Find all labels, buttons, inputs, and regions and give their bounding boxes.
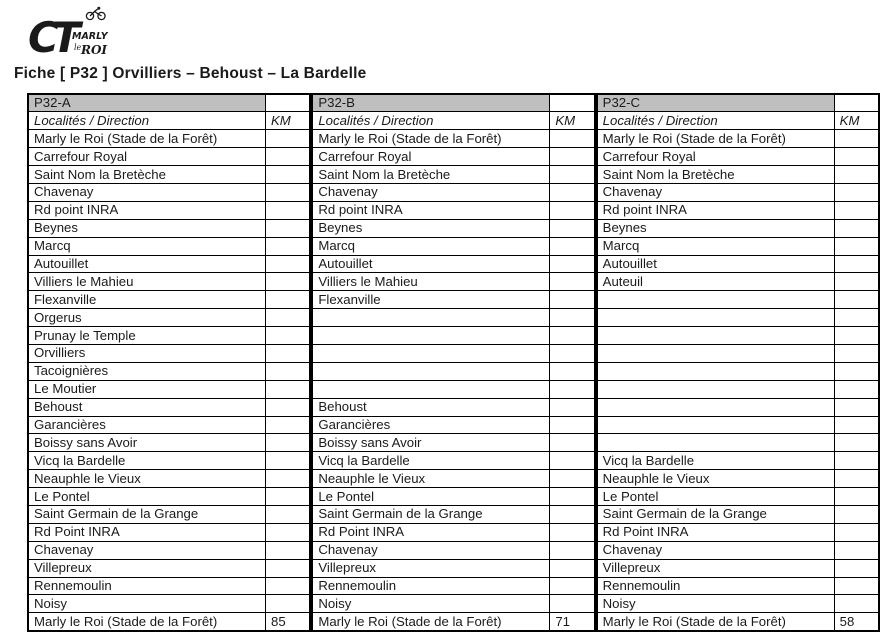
locality-cell — [597, 398, 835, 416]
table-row — [312, 505, 594, 523]
locality-cell: Orvilliers — [28, 344, 266, 362]
table-row — [312, 559, 594, 577]
table-row — [312, 362, 594, 380]
locality-cell: Villepreux — [28, 559, 266, 577]
km-cell — [550, 130, 595, 148]
locality-cell: Saint Nom la Bretèche — [28, 166, 266, 184]
table-body — [28, 130, 310, 631]
km-cell — [266, 559, 311, 577]
locality-cell: Le Moutier — [28, 380, 266, 398]
table-row — [312, 255, 594, 273]
table-row — [28, 523, 310, 541]
km-cell — [834, 559, 879, 577]
locality-cell: Carrefour Royal — [28, 148, 266, 166]
locality-cell: Marly le Roi (Stade de la Forêt) — [312, 613, 550, 631]
km-cell — [266, 416, 311, 434]
table-row — [312, 309, 594, 327]
locality-cell: Noisy — [312, 595, 550, 613]
km-cell — [834, 362, 879, 380]
table-row — [597, 309, 879, 327]
table-row — [28, 613, 310, 631]
table-row — [28, 452, 310, 470]
locality-cell: Autouillet — [312, 255, 550, 273]
table-row — [597, 362, 879, 380]
section-km-blank — [550, 94, 595, 112]
km-cell — [834, 541, 879, 559]
km-cell — [550, 166, 595, 184]
table-row — [597, 434, 879, 452]
km-cell — [266, 237, 311, 255]
table-row — [597, 183, 879, 201]
locality-cell: Chavenay — [597, 541, 835, 559]
locality-cell: Marcq — [312, 237, 550, 255]
table-row — [312, 398, 594, 416]
locality-cell: Chavenay — [28, 541, 266, 559]
page-title: Fiche [ P32 ] Orvilliers – Behoust – La Bardelle — [14, 65, 367, 82]
km-cell — [550, 327, 595, 345]
km-cell — [550, 398, 595, 416]
table-body — [597, 130, 879, 631]
table-row — [28, 398, 310, 416]
km-cell — [266, 255, 311, 273]
locality-cell: Villepreux — [597, 559, 835, 577]
km-cell — [266, 541, 311, 559]
locality-cell: Marly le Roi (Stade de la Forêt) — [28, 613, 266, 631]
table-row — [597, 398, 879, 416]
table-row — [28, 434, 310, 452]
club-logo — [28, 6, 120, 60]
locality-cell — [597, 434, 835, 452]
locality-cell — [597, 380, 835, 398]
locality-cell: Behoust — [28, 398, 266, 416]
km-cell — [834, 488, 879, 506]
locality-cell: Noisy — [597, 595, 835, 613]
km-cell — [550, 577, 595, 595]
locality-cell: Vicq la Bardelle — [597, 452, 835, 470]
table-row — [312, 434, 594, 452]
table-row — [28, 541, 310, 559]
locality-cell — [597, 416, 835, 434]
column-header-row — [597, 112, 879, 130]
locality-cell: Chavenay — [597, 183, 835, 201]
km-cell — [266, 327, 311, 345]
table-row — [597, 523, 879, 541]
locality-cell: Saint Nom la Bretèche — [312, 166, 550, 184]
locality-cell: Rennemoulin — [312, 577, 550, 595]
km-cell — [266, 488, 311, 506]
locality-cell: Rd point INRA — [312, 201, 550, 219]
svg-text:MARLY: MARLY — [72, 31, 108, 42]
table-row — [312, 380, 594, 398]
km-cell — [834, 452, 879, 470]
km-cell — [834, 183, 879, 201]
table-row — [597, 577, 879, 595]
locality-cell — [312, 344, 550, 362]
table-row — [597, 416, 879, 434]
svg-text:ROI: ROI — [81, 43, 108, 57]
km-cell — [834, 219, 879, 237]
locality-cell: Marcq — [597, 237, 835, 255]
table-row — [597, 595, 879, 613]
locality-cell: Vicq la Bardelle — [28, 452, 266, 470]
route-tables — [27, 93, 880, 632]
table-row — [28, 291, 310, 309]
table-body — [312, 130, 594, 631]
locality-cell: Villiers le Mahieu — [28, 273, 266, 291]
locality-cell: Carrefour Royal — [597, 148, 835, 166]
km-cell — [266, 130, 311, 148]
table-row — [28, 380, 310, 398]
section-title: P32-C — [597, 94, 835, 112]
km-cell — [550, 291, 595, 309]
locality-cell: Marly le Roi (Stade de la Forêt) — [597, 130, 835, 148]
locality-cell: Behoust — [312, 398, 550, 416]
locality-cell: Boissy sans Avoir — [28, 434, 266, 452]
km-cell — [266, 273, 311, 291]
section-header-row — [28, 94, 310, 112]
table-row — [597, 166, 879, 184]
locality-cell — [312, 327, 550, 345]
locality-cell: Orgerus — [28, 309, 266, 327]
table-row — [312, 327, 594, 345]
locality-cell: Marly le Roi (Stade de la Forêt) — [597, 613, 835, 631]
locality-cell: Le Pontel — [312, 488, 550, 506]
km-cell — [266, 201, 311, 219]
km-cell — [834, 201, 879, 219]
table-row — [28, 201, 310, 219]
locality-cell: Beynes — [28, 219, 266, 237]
locality-cell: Garancières — [28, 416, 266, 434]
km-cell — [266, 183, 311, 201]
locality-cell: Auteuil — [597, 273, 835, 291]
table-row — [312, 148, 594, 166]
table-row — [597, 130, 879, 148]
locality-cell: Neauphle le Vieux — [312, 470, 550, 488]
km-cell — [834, 595, 879, 613]
section-header-row — [312, 94, 594, 112]
km-cell — [266, 505, 311, 523]
km-cell: 58 — [834, 613, 879, 631]
km-cell — [550, 201, 595, 219]
table-row — [597, 613, 879, 631]
km-cell — [550, 595, 595, 613]
km-cell: 71 — [550, 613, 595, 631]
table-row — [597, 505, 879, 523]
table-row — [312, 541, 594, 559]
km-cell — [834, 577, 879, 595]
locality-cell — [312, 380, 550, 398]
km-cell — [834, 523, 879, 541]
locality-cell: Neauphle le Vieux — [28, 470, 266, 488]
locality-cell: Marly le Roi (Stade de la Forêt) — [28, 130, 266, 148]
km-cell — [834, 166, 879, 184]
km-cell — [266, 362, 311, 380]
km-cell — [266, 434, 311, 452]
locality-cell: Marcq — [28, 237, 266, 255]
table-row — [28, 237, 310, 255]
svg-text:CT: CT — [28, 13, 74, 60]
km-cell — [550, 416, 595, 434]
locality-cell: Rennemoulin — [28, 577, 266, 595]
km-cell — [834, 130, 879, 148]
locality-cell: Flexanville — [28, 291, 266, 309]
km-cell — [834, 291, 879, 309]
table-row — [312, 488, 594, 506]
km-cell — [834, 309, 879, 327]
locality-cell: Rd Point INRA — [597, 523, 835, 541]
table-row — [28, 273, 310, 291]
table-row — [597, 380, 879, 398]
km-cell — [550, 559, 595, 577]
km-header: KM — [266, 112, 311, 130]
locality-cell: Villepreux — [312, 559, 550, 577]
locality-cell: Autouillet — [597, 255, 835, 273]
table-row — [597, 219, 879, 237]
locality-cell: Noisy — [28, 595, 266, 613]
table-row — [28, 577, 310, 595]
section-header-row — [597, 94, 879, 112]
km-cell — [550, 219, 595, 237]
cyclist-icon — [86, 7, 105, 20]
section-km-blank — [834, 94, 879, 112]
table-row — [597, 470, 879, 488]
km-cell — [834, 380, 879, 398]
locality-cell — [597, 309, 835, 327]
km-cell — [834, 237, 879, 255]
km-cell — [550, 505, 595, 523]
km-cell — [266, 344, 311, 362]
km-cell — [266, 595, 311, 613]
table-row — [312, 219, 594, 237]
table-row — [28, 416, 310, 434]
section-title: P32-A — [28, 94, 266, 112]
km-cell — [266, 398, 311, 416]
km-cell — [266, 219, 311, 237]
table-row — [28, 183, 310, 201]
locality-cell: Boissy sans Avoir — [312, 434, 550, 452]
section-km-blank — [266, 94, 311, 112]
table-row — [597, 291, 879, 309]
km-cell — [266, 380, 311, 398]
km-cell — [550, 255, 595, 273]
table-row — [597, 559, 879, 577]
km-cell — [550, 452, 595, 470]
locality-cell — [312, 362, 550, 380]
km-cell — [266, 148, 311, 166]
locality-cell: Neauphle le Vieux — [597, 470, 835, 488]
locality-cell: Rd point INRA — [28, 201, 266, 219]
locality-cell — [597, 327, 835, 345]
table-row — [28, 327, 310, 345]
locality-cell: Carrefour Royal — [312, 148, 550, 166]
table-row — [597, 488, 879, 506]
table-row — [312, 273, 594, 291]
km-cell — [834, 255, 879, 273]
locality-cell — [597, 344, 835, 362]
locality-cell: Saint Nom la Bretèche — [597, 166, 835, 184]
km-cell — [550, 148, 595, 166]
table-row — [597, 237, 879, 255]
table-row — [312, 470, 594, 488]
km-cell — [834, 273, 879, 291]
route-table-p32c — [596, 93, 880, 632]
table-row — [28, 362, 310, 380]
km-cell — [834, 148, 879, 166]
km-cell — [834, 327, 879, 345]
table-row — [28, 309, 310, 327]
locality-cell: Villiers le Mahieu — [312, 273, 550, 291]
locality-cell — [312, 309, 550, 327]
column-header-row — [28, 112, 310, 130]
table-row — [28, 344, 310, 362]
table-row — [597, 344, 879, 362]
locality-cell: Beynes — [312, 219, 550, 237]
km-cell — [266, 577, 311, 595]
locality-cell: Beynes — [597, 219, 835, 237]
km-cell — [834, 398, 879, 416]
km-header: KM — [550, 112, 595, 130]
table-row — [312, 577, 594, 595]
route-table-p32a — [27, 93, 311, 632]
locality-cell: Rennemoulin — [597, 577, 835, 595]
locality-cell: Garancières — [312, 416, 550, 434]
table-row — [597, 327, 879, 345]
km-cell — [550, 470, 595, 488]
locality-cell: Le Pontel — [597, 488, 835, 506]
table-row — [28, 148, 310, 166]
km-cell — [266, 452, 311, 470]
locality-cell: Rd Point INRA — [312, 523, 550, 541]
table-row — [28, 166, 310, 184]
localities-header: Localités / Direction — [312, 112, 550, 130]
localities-header: Localités / Direction — [28, 112, 266, 130]
table-row — [312, 416, 594, 434]
locality-cell: Tacoignières — [28, 362, 266, 380]
km-cell — [550, 523, 595, 541]
table-row — [28, 595, 310, 613]
km-cell — [834, 344, 879, 362]
section-title: P32-B — [312, 94, 550, 112]
table-row — [312, 595, 594, 613]
localities-header: Localités / Direction — [597, 112, 835, 130]
table-row — [28, 219, 310, 237]
table-row — [28, 470, 310, 488]
km-cell — [550, 380, 595, 398]
km-cell — [550, 344, 595, 362]
locality-cell — [597, 291, 835, 309]
km-cell — [550, 434, 595, 452]
km-cell — [266, 309, 311, 327]
locality-cell: Autouillet — [28, 255, 266, 273]
table-row — [312, 452, 594, 470]
locality-cell — [597, 362, 835, 380]
km-cell — [550, 488, 595, 506]
table-row — [312, 130, 594, 148]
locality-cell: Saint Germain de la Grange — [312, 505, 550, 523]
km-cell — [266, 291, 311, 309]
km-cell — [834, 416, 879, 434]
table-row — [28, 559, 310, 577]
km-cell — [834, 434, 879, 452]
locality-cell: Saint Germain de la Grange — [597, 505, 835, 523]
table-row — [312, 613, 594, 631]
locality-cell: Prunay le Temple — [28, 327, 266, 345]
km-header: KM — [834, 112, 879, 130]
locality-cell: Vicq la Bardelle — [312, 452, 550, 470]
km-cell — [834, 470, 879, 488]
km-cell — [266, 166, 311, 184]
route-table-p32b — [311, 93, 595, 632]
km-cell — [550, 309, 595, 327]
club-name — [72, 31, 109, 57]
table-row — [312, 183, 594, 201]
km-cell — [550, 362, 595, 380]
table-row — [597, 541, 879, 559]
table-row — [312, 201, 594, 219]
table-row — [28, 488, 310, 506]
table-row — [28, 255, 310, 273]
km-cell — [834, 505, 879, 523]
km-cell — [550, 237, 595, 255]
table-row — [597, 255, 879, 273]
table-row — [312, 523, 594, 541]
km-cell — [266, 470, 311, 488]
km-cell: 85 — [266, 613, 311, 631]
locality-cell: Rd point INRA — [597, 201, 835, 219]
locality-cell: Marly le Roi (Stade de la Forêt) — [312, 130, 550, 148]
table-row — [28, 505, 310, 523]
table-row — [597, 148, 879, 166]
locality-cell: Rd Point INRA — [28, 523, 266, 541]
locality-cell: Chavenay — [28, 183, 266, 201]
table-row — [312, 344, 594, 362]
locality-cell: Chavenay — [312, 541, 550, 559]
table-row — [312, 166, 594, 184]
table-row — [312, 291, 594, 309]
km-cell — [550, 273, 595, 291]
column-header-row — [312, 112, 594, 130]
locality-cell: Saint Germain de la Grange — [28, 505, 266, 523]
locality-cell: Le Pontel — [28, 488, 266, 506]
table-row — [597, 452, 879, 470]
table-row — [597, 201, 879, 219]
table-row — [597, 273, 879, 291]
table-row — [312, 237, 594, 255]
km-cell — [266, 523, 311, 541]
km-cell — [550, 183, 595, 201]
km-cell — [550, 541, 595, 559]
locality-cell: Flexanville — [312, 291, 550, 309]
locality-cell: Chavenay — [312, 183, 550, 201]
svg-text:le: le — [74, 43, 82, 52]
table-row — [28, 130, 310, 148]
